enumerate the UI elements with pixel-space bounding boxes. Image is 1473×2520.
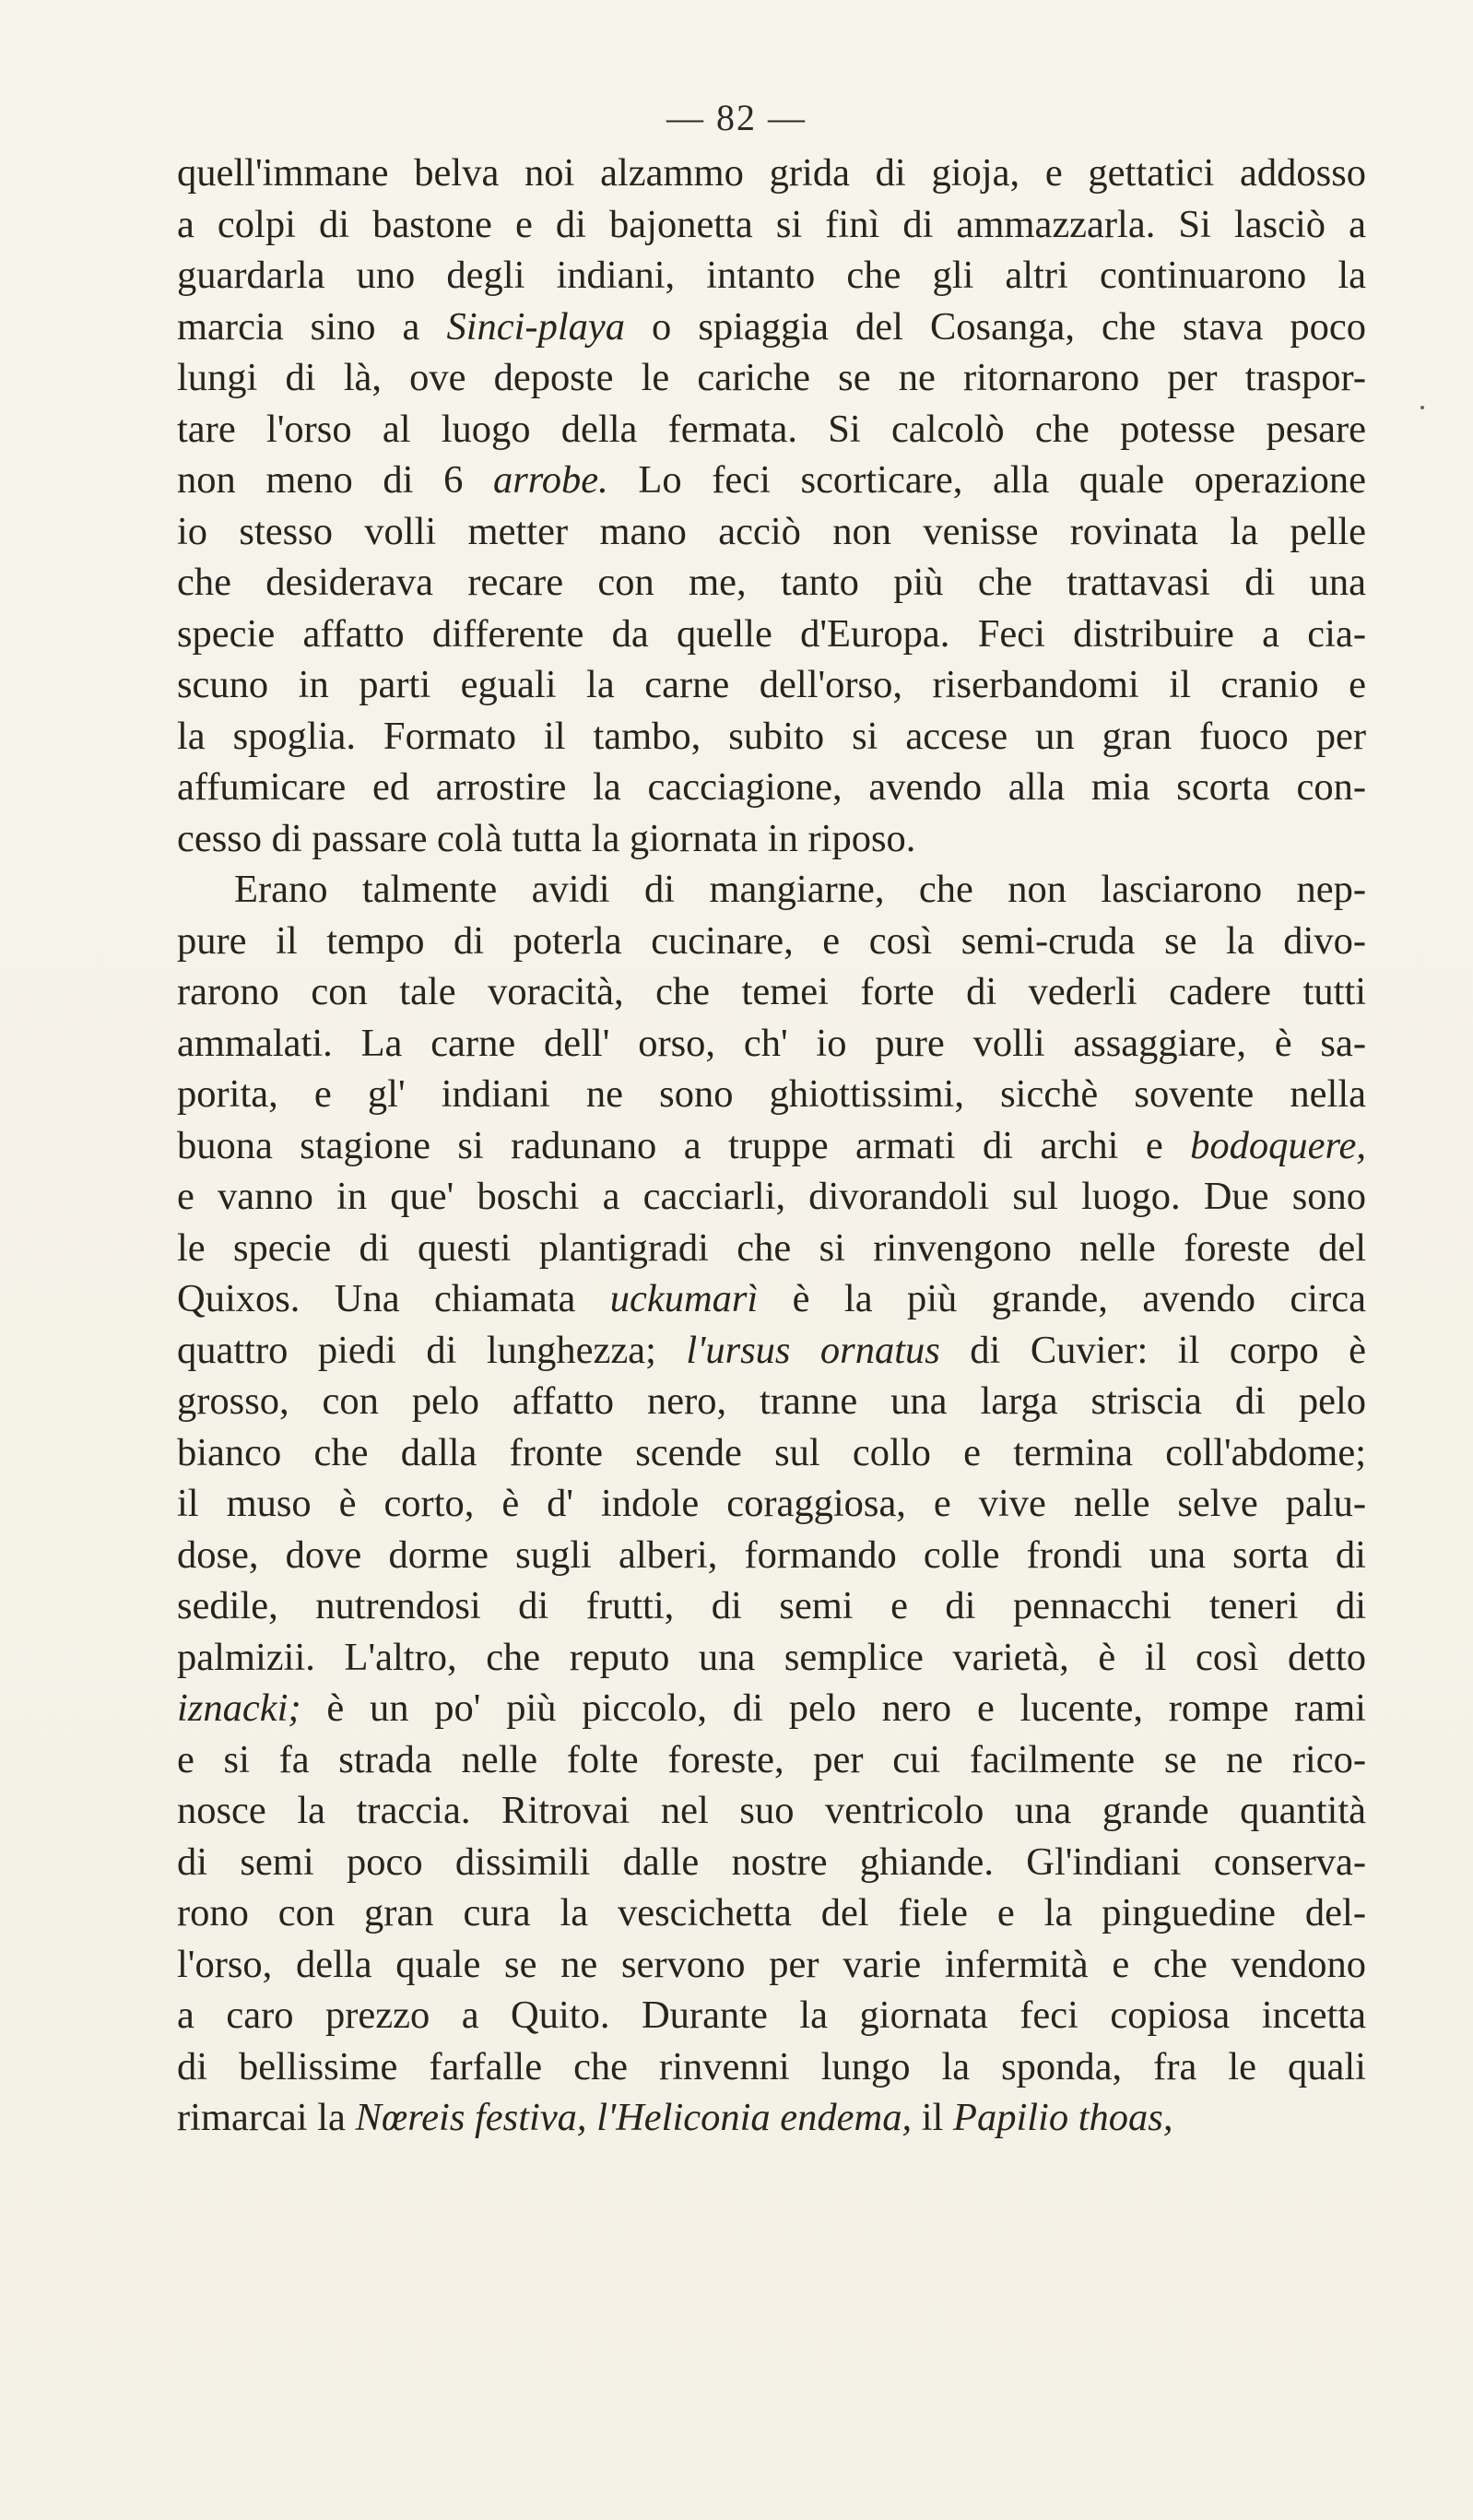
text-line: [177, 1632, 1366, 1684]
text-run: è un po' più piccolo, di pelo nero e lucente, rompe rami: [300, 1686, 1366, 1730]
text-run: guardarla uno degli indiani, intanto che gli altri continuarono la: [177, 254, 1366, 297]
italic-term: Papilio thoas,: [952, 2096, 1173, 2139]
italic-term: Nœreis festiva,: [355, 2096, 587, 2139]
text-run: e vanno in que' boschi a cacciarli, divorandoli sul luogo. Due sono: [177, 1175, 1366, 1218]
text-run: di semi poco dissimili dalle nostre ghiande. Gl'indiani conserva-: [177, 1840, 1366, 1884]
italic-term: arrobe.: [493, 458, 608, 502]
paragraph: [177, 864, 1366, 2144]
text-run: bianco che dalla fronte scende sul collo e termina coll'abdome;: [177, 1430, 1366, 1474]
text-line: [177, 148, 1366, 199]
italic-term: bodoquere,: [1190, 1123, 1366, 1167]
text-line: [177, 1120, 1366, 1172]
text-line: [177, 302, 1366, 353]
text-run: buona stagione si radunano a truppe armati di archi e: [177, 1123, 1191, 1167]
text-line: [177, 506, 1366, 558]
text-run: grosso, con pelo affatto nero, tranne una larga striscia di pelo: [177, 1379, 1366, 1423]
text-line: [177, 1785, 1366, 1837]
text-run: Quixos. Una chiamata: [177, 1277, 610, 1320]
text-run: rimarcai la: [177, 2096, 356, 2139]
text-line: [177, 813, 1366, 865]
text-run: scuno in parti eguali la carne dell'orso, riserbandomi il cranio e: [177, 663, 1366, 706]
text-run: e si fa strada nelle folte foreste, per cui facilmente se ne rico-: [177, 1737, 1366, 1781]
text-line: [177, 1273, 1366, 1325]
text-run: o spiaggia del Cosanga, che stava poco: [625, 304, 1366, 349]
text-run: lungi di là, ove deposte le cariche se ne ritornarono per traspor-: [177, 356, 1366, 399]
text-run: il muso è corto, è d' indole coraggiosa, e vive nelle selve palu-: [177, 1482, 1366, 1525]
text-line: [177, 1171, 1366, 1223]
text-line: [177, 1376, 1366, 1427]
text-run: [587, 2096, 597, 2139]
italic-term: Sinci-playa: [446, 304, 625, 349]
text-run: a caro prezzo a Quito. Durante la giornata feci copiosa incetta: [177, 1994, 1366, 2037]
text-line: [177, 1887, 1366, 1939]
paragraph: [177, 148, 1366, 864]
text-run: la spoglia. Formato il tambo, subito si accese un gran fuoco per: [177, 714, 1366, 758]
text-line: [177, 2041, 1366, 2093]
text-run: Erano talmente avidi di mangiarne, che non lasciarono nep-: [234, 868, 1366, 911]
italic-term: iznacki;: [177, 1686, 301, 1730]
text-run: a colpi di bastone e di bajonetta si finì di ammazzarla. Si lasciò a: [177, 202, 1366, 246]
text-line: [177, 609, 1366, 660]
text-line: [177, 1427, 1366, 1479]
text-run: marcia sino a: [177, 304, 447, 349]
text-run: porita, e gl' indiani ne sono ghiottissimi, sicchè sovente nella: [177, 1072, 1366, 1116]
text-line: [177, 352, 1366, 404]
text-line: [177, 1939, 1366, 1991]
text-line: [177, 199, 1366, 251]
text-line: [177, 455, 1366, 506]
text-line: [177, 762, 1366, 813]
text-run: rarono con tale voracità, che temei forte di vederli cadere tutti: [177, 970, 1366, 1013]
text-run: sedile, nutrendosi di frutti, di semi e di pennacchi teneri di: [177, 1584, 1366, 1627]
text-run: palmizii. L'altro, che reputo una semplice varietà, è il così detto: [177, 1635, 1366, 1679]
text-run: non meno di 6: [177, 458, 493, 502]
text-line: [177, 250, 1366, 302]
text-run: pure il tempo di poterla cucinare, e così semi-cruda se la divo-: [177, 918, 1366, 963]
text-line: [177, 1734, 1366, 1786]
text-line: [177, 557, 1366, 609]
text-line: [177, 404, 1366, 455]
text-line: [177, 711, 1366, 763]
text-line: [177, 1990, 1366, 2041]
text-run: io stesso volli metter mano acciò non venisse rovinata la pelle: [177, 509, 1366, 553]
text-run: che desiderava recare con me, tanto più che trattavasi di una: [177, 561, 1366, 604]
text-run: Lo feci scorticare, alla quale operazione: [607, 458, 1366, 502]
text-run: affumicare ed arrostire la cacciagione, avendo alla mia scorta con-: [177, 765, 1366, 809]
text-line: [177, 1018, 1366, 1070]
text-run: di Cuvier: il corpo è: [939, 1328, 1366, 1372]
text-line: [177, 916, 1366, 967]
body-text: [177, 148, 1366, 2144]
text-line: [177, 1580, 1366, 1632]
text-line: [177, 1837, 1366, 1888]
text-run: è la più grande, avendo circa: [758, 1277, 1366, 1320]
text-line: [177, 2092, 1366, 2144]
text-run: quattro piedi di lunghezza;: [177, 1328, 687, 1372]
italic-term: l'Heliconia endema,: [596, 2096, 913, 2139]
text-run: specie affatto differente da quelle d'Europa. Feci distribuire a cia-: [177, 611, 1366, 656]
italic-term: l'ursus ornatus: [686, 1328, 940, 1372]
text-run: nosce la traccia. Ritrovai nel suo ventricolo una grande quantità: [177, 1789, 1366, 1832]
text-run: le specie di questi plantigradi che si rinvengono nelle foreste del: [177, 1225, 1366, 1270]
text-line: [177, 864, 1366, 916]
text-line: [177, 1223, 1366, 1274]
text-line: [177, 659, 1366, 711]
margin-speck: [1420, 406, 1424, 409]
text-run: ammalati. La carne dell' orso, ch' io pure volli assaggiare, è sa-: [177, 1021, 1366, 1065]
page-number: — 82 —: [666, 97, 807, 138]
text-run: l'orso, della quale se ne servono per varie infermità e che vendono: [177, 1942, 1366, 1986]
text-run: il: [912, 2096, 953, 2139]
text-line: [177, 1325, 1366, 1377]
text-line: [177, 1530, 1366, 1581]
text-line: [177, 1069, 1366, 1120]
text-line: [177, 1683, 1366, 1734]
text-run: di bellissime farfalle che rinvenni lungo la sponda, fra le quali: [177, 2044, 1366, 2088]
text-run: quell'immane belva noi alzammo grida di gioja, e gettatici addosso: [177, 151, 1366, 195]
italic-term: uckumarì: [609, 1277, 759, 1320]
text-run: dose, dove dorme sugli alberi, formando colle frondi una sorta di: [177, 1532, 1366, 1577]
text-run: cesso di passare colà tutta la giornata in riposo.: [177, 816, 916, 860]
text-line: [177, 1478, 1366, 1530]
text-run: rono con gran cura la vescichetta del fiele e la pinguedine del-: [177, 1891, 1366, 1934]
text-line: [177, 966, 1366, 1018]
text-run: tare l'orso al luogo della fermata. Si calcolò che potesse pesare: [177, 407, 1366, 451]
